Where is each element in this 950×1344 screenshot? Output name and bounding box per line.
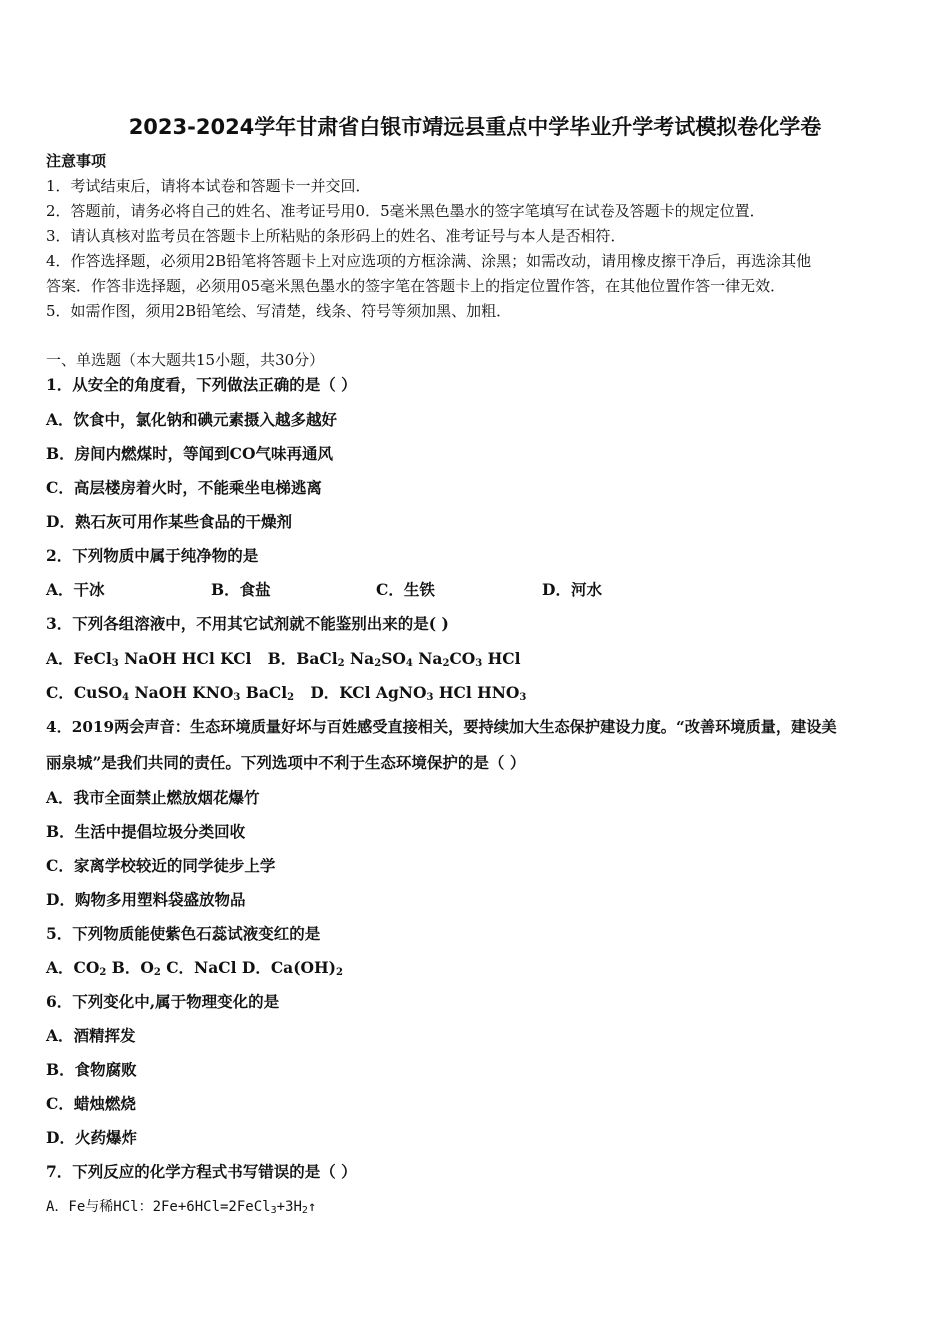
notice-item: 5．如需作图，须用2B铅笔绘、写清楚，线条、符号等须加黑、加粗． — [46, 302, 512, 320]
question-3-option-d: D．KCl AgNO$_3$ HCl $HNO_3$ — [310, 683, 527, 703]
question-4-option-b: B．生活中提倡垃圾分类回收 — [46, 822, 246, 841]
question-2-option-b: B．食盐 — [211, 580, 271, 599]
question-6-option-b: B．食物腐败 — [46, 1060, 137, 1079]
question-6-stem: 6．下列变化中,属于物理变化的是 — [46, 992, 280, 1011]
question-7-option-a: A．Fe与稀HCl：$2Fe+6HCl=2FeCl_3+3H_2↑$ — [46, 1199, 317, 1216]
question-1-option-d: D．熟石灰可用作某些食品的干燥剂 — [46, 512, 292, 531]
question-3-options-ab — [46, 648, 521, 670]
question-4-option-d: D．购物多用塑料袋盛放物品 — [46, 890, 246, 909]
question-5-option-cd: C．NaCl D．$Ca(OH)_2$ — [160, 958, 343, 978]
question-3-stem: 3．下列各组溶液中，不用其它试剂就不能鉴别出来的是( ) — [46, 614, 449, 633]
question-6-option-d: D．火药爆炸 — [46, 1128, 137, 1147]
question-7-stem: 7．下列反应的化学方程式书写错误的是（ ） — [46, 1162, 357, 1181]
question-2-option-c: C．生铁 — [376, 580, 435, 599]
question-1-option-c: C．高层楼房着火时，不能乘坐电梯逃离 — [46, 478, 322, 497]
question-2-options — [46, 579, 906, 601]
question-5-options — [46, 957, 343, 979]
question-3-option-a: A．FeCl$_3$ NaOH HCl KCl — [46, 649, 252, 669]
notice-item: 4．作答选择题，必须用2B铅笔将答题卡上对应选项的方框涂满、涂黑；如需改动，请用橡皮擦干净后，再选涂其他 — [46, 252, 812, 270]
notice-item: 1．考试结束后，请将本试卷和答题卡一并交回． — [46, 177, 371, 195]
question-5-option-b: B．$O_2$ — [106, 958, 161, 978]
question-4-option-c: C．家离学校较近的同学徒步上学 — [46, 856, 276, 875]
question-4-option-a: A．我市全面禁止燃放烟花爆竹 — [46, 788, 260, 807]
question-6-option-a: A．酒精挥发 — [46, 1026, 136, 1045]
question-5-option-a: A．$CO_2$ — [46, 958, 107, 978]
page-title: 2023-2024学年甘肃省白银市靖远县重点中学毕业升学考试模拟卷化学卷 — [128, 115, 822, 139]
question-4-stem-line-2: 丽泉城”是我们共同的责任。下列选项中不利于生态环境保护的是（ ） — [46, 753, 526, 772]
notice-heading: 注意事项 — [46, 152, 107, 170]
question-4-stem-line-1: 4．2019两会声音：生态环境质量好坏与百姓感受直接相关，要持续加大生态保护建设力度。“改善环境质量，建设美 — [46, 718, 837, 736]
question-2-option-d: D．河水 — [542, 580, 602, 599]
question-2-option-a: A．干冰 — [46, 580, 105, 599]
question-3-option-c: C．CuSO$_4$ NaOH $KNO_3$ BaCl$_2$ — [46, 683, 295, 703]
question-6-option-c: C．蜡烛燃烧 — [46, 1094, 136, 1113]
question-1-option-b: B．房间内燃煤时，等闻到CO气味再通风 — [46, 444, 333, 463]
question-3-option-b: B．BaCl$_2$ $Na_2SO_4$ $Na_2CO_3$ HCl — [267, 649, 521, 669]
section-heading: 一、单选题（本大题共15小题，共30分） — [46, 351, 325, 369]
question-2-stem: 2．下列物质中属于纯净物的是 — [46, 546, 259, 565]
notice-item: 2．答题前，请务必将自己的姓名、准考证号用0．5毫米黑色墨水的签字笔填写在试卷及答题卡的规定位置． — [46, 202, 765, 220]
question-1-stem: 1．从安全的角度看，下列做法正确的是（ ） — [46, 375, 357, 394]
question-1-option-a: A．饮食中，氯化钠和碘元素摄入越多越好 — [46, 410, 338, 429]
question-5-stem: 5．下列物质能使紫色石蕊试液变红的是 — [46, 924, 321, 943]
notice-item: 3．请认真核对监考员在答题卡上所粘贴的条形码上的姓名、准考证号与本人是否相符． — [46, 227, 626, 245]
question-3-options-cd — [46, 682, 526, 704]
notice-item: 答案．作答非选择题，必须用05毫米黑色墨水的签字笔在答题卡上的指定位置作答，在其他位置作答一律无效． — [46, 277, 786, 295]
